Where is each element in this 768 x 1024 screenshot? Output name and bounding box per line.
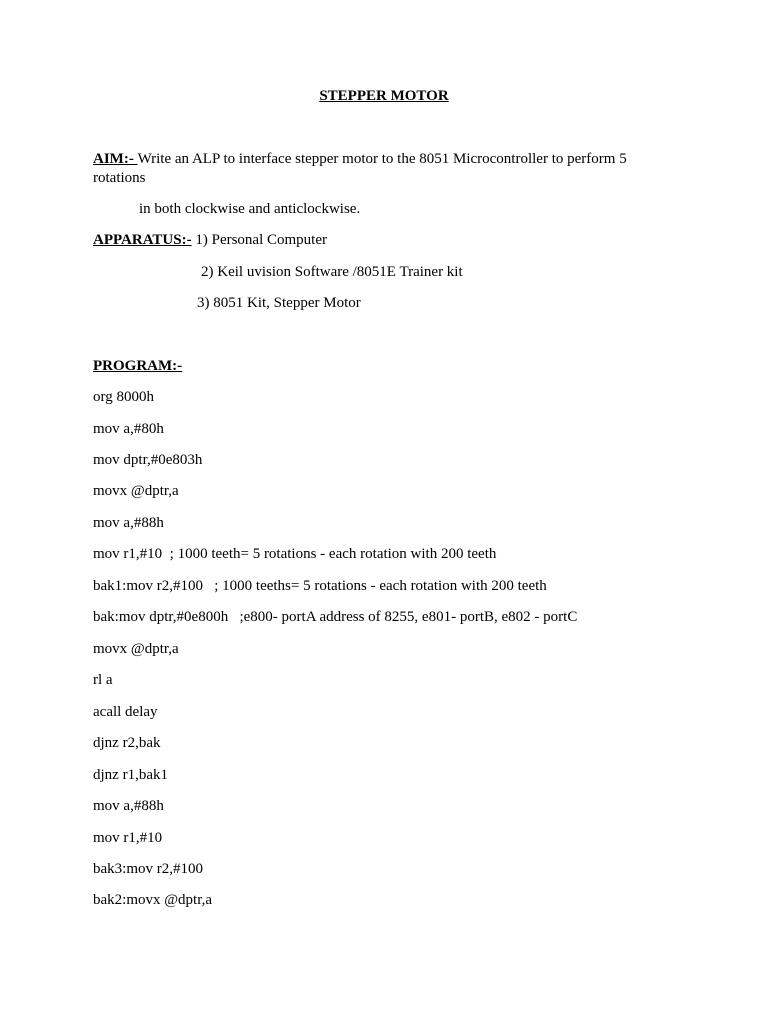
page-title: STEPPER MOTOR xyxy=(319,88,449,104)
code-line: mov a,#88h xyxy=(93,798,164,814)
aim-label: AIM:- xyxy=(93,151,138,167)
code-line: mov dptr,#0e803h xyxy=(93,452,203,468)
code-line: mov a,#88h xyxy=(93,515,164,531)
apparatus-item: 3) 8051 Kit, Stepper Motor xyxy=(197,295,361,311)
code-line: bak:mov dptr,#0e800h ;e800- portA address of 8255, e801- portB, e802 - portC xyxy=(93,609,578,625)
code-line: mov r1,#10 xyxy=(93,830,163,846)
code-line: djnz r2,bak xyxy=(93,735,161,751)
apparatus-item: 1) Personal Computer xyxy=(191,232,328,248)
code-line: bak3:mov r2,#100 xyxy=(93,861,203,877)
code-line: rl a xyxy=(93,672,113,688)
code-line: org 8000h xyxy=(93,389,154,405)
aim-text: Write an ALP to interface stepper motor to the 8051 Microcontroller to perform 5 rotations xyxy=(93,151,627,186)
program-heading: PROGRAM:- xyxy=(93,358,183,374)
code-line: acall delay xyxy=(93,704,158,720)
code-line: movx @dptr,a xyxy=(93,641,179,657)
code-line: movx @dptr,a xyxy=(93,483,179,499)
code-line: djnz r1,bak1 xyxy=(93,767,168,783)
code-line: bak1:mov r2,#100 ; 1000 teeths= 5 rotations - each rotation with 200 teeth xyxy=(93,578,547,594)
code-line: mov a,#80h xyxy=(93,421,164,437)
code-line: bak2:movx @dptr,a xyxy=(93,892,213,908)
aim-paragraph xyxy=(93,150,673,188)
aim-continuation: in both clockwise and anticlockwise. xyxy=(139,201,361,217)
apparatus-line-1 xyxy=(93,231,327,249)
apparatus-label: APPARATUS:- xyxy=(93,232,192,248)
code-line: mov r1,#10 ; 1000 teeth= 5 rotations - each rotation with 200 teeth xyxy=(93,546,497,562)
apparatus-item: 2) Keil uvision Software /8051E Trainer kit xyxy=(201,264,463,280)
